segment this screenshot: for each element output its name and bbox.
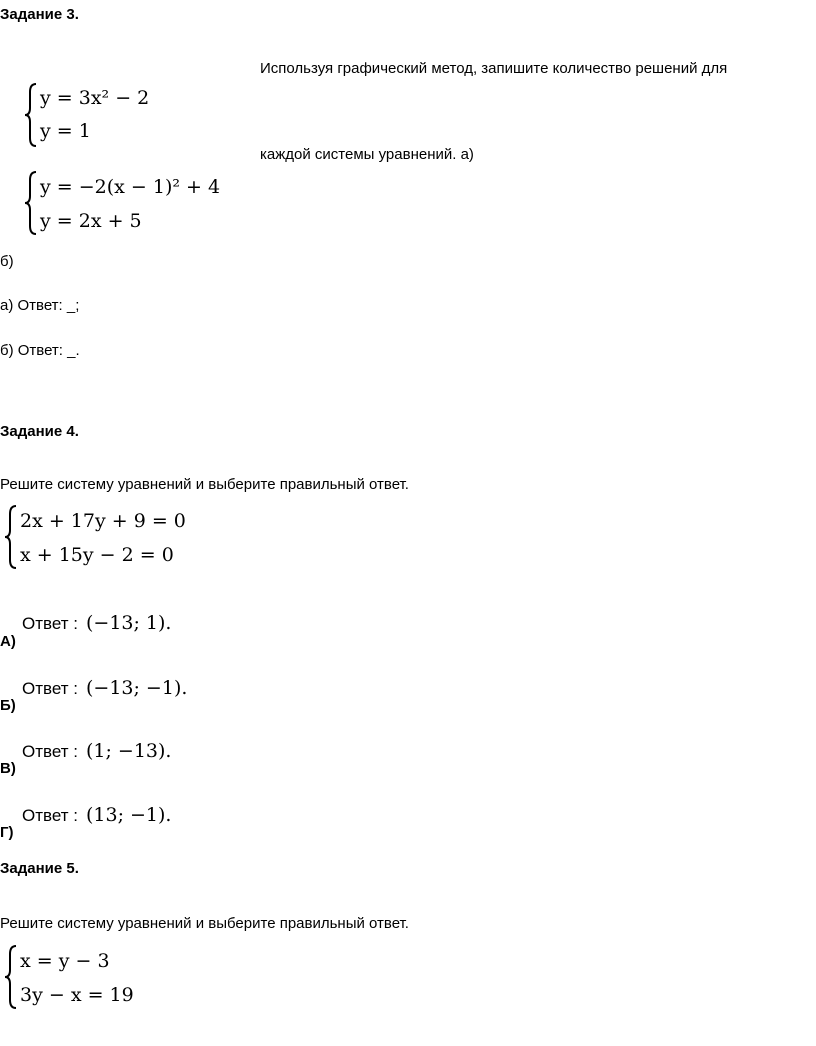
left-brace-icon — [24, 170, 38, 236]
task3-system-b-eq1: y = −2(x − 1)² + 4 — [40, 176, 221, 198]
task4-option-b-letter[interactable]: Б) — [0, 697, 16, 714]
task3-label-b: б) — [0, 253, 14, 270]
task3-title: Задание 3. — [0, 6, 79, 23]
task5-title: Задание 5. — [0, 860, 79, 877]
left-brace-icon — [24, 82, 38, 148]
left-brace-icon — [4, 504, 18, 570]
task4-option-d-letter[interactable]: Г) — [0, 824, 14, 841]
task4-system-eq1: 2x + 17y + 9 = 0 — [20, 510, 186, 532]
task4-system — [4, 504, 264, 574]
task4-instruction: Решите систему уравнений и выберите правильный ответ. — [0, 476, 409, 493]
task4-title: Задание 4. — [0, 423, 79, 440]
left-brace-icon — [4, 944, 18, 1010]
task5-system-eq2: 3y − x = 19 — [20, 984, 134, 1006]
task3-system-a-eq1: y = 3x² − 2 — [40, 87, 150, 109]
task5-system — [4, 944, 224, 1014]
task3-instruction-line2: каждой системы уравнений. а) — [260, 146, 474, 163]
task3-system-b-eq2: y = 2x + 5 — [40, 210, 142, 232]
task4-option-c-answer[interactable]: Ответ : (1; −13). — [22, 740, 172, 762]
task4-option-d-answer[interactable]: Ответ : (13; −1). — [22, 804, 172, 826]
task5-system-eq1: x = y − 3 — [20, 950, 110, 972]
task3-system-a-eq2: y = 1 — [40, 120, 91, 142]
task3-answer-a: а) Ответ: _; — [0, 297, 80, 314]
task3-instruction-line1: Используя графический метод, запишите количество решений для — [260, 60, 728, 77]
task3-system-b — [24, 170, 264, 240]
task4-option-a-letter[interactable]: А) — [0, 633, 16, 650]
task4-option-a-answer[interactable]: Ответ : (−13; 1). — [22, 612, 172, 634]
task4-option-c-letter[interactable]: В) — [0, 760, 16, 777]
task4-option-b-answer[interactable]: Ответ : (−13; −1). — [22, 677, 188, 699]
task4-system-eq2: x + 15y − 2 = 0 — [20, 544, 174, 566]
task5-instruction: Решите систему уравнений и выберите правильный ответ. — [0, 915, 409, 932]
task3-answer-b: б) Ответ: _. — [0, 342, 80, 359]
task3-system-a — [24, 82, 264, 152]
